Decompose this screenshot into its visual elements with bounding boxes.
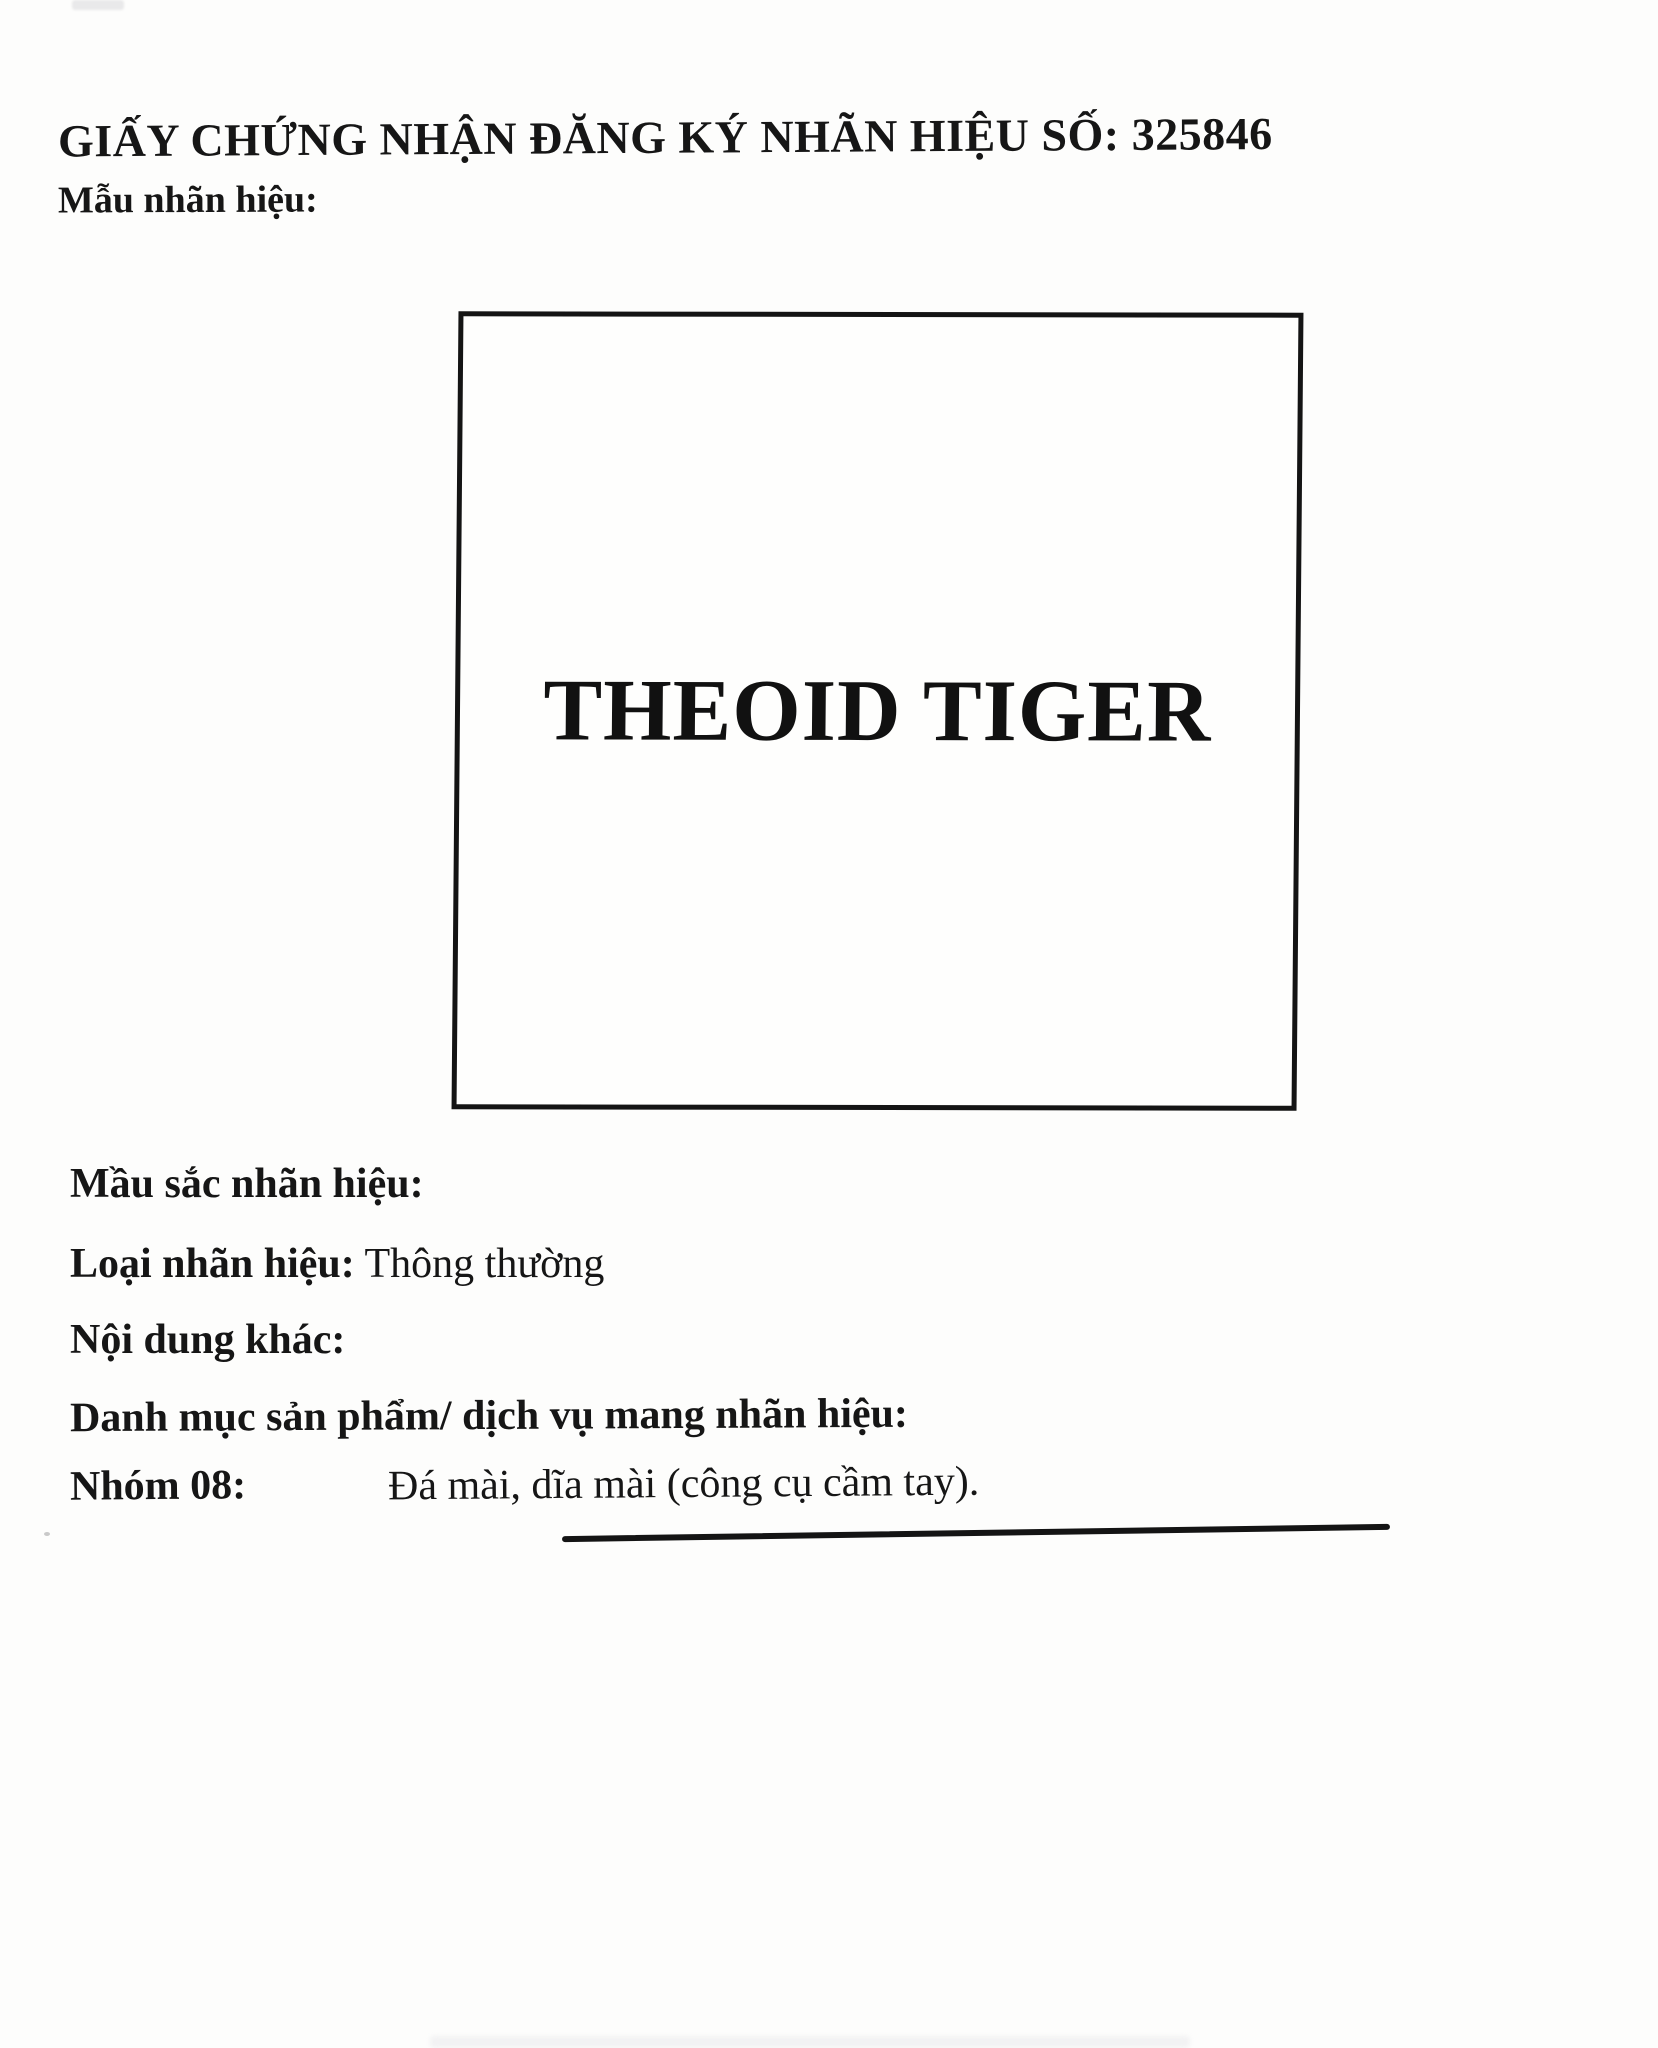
scan-artifact-speck [44, 1532, 50, 1536]
group-08-goods-list: Đá mài, dĩa mài (công cụ cầm tay). [387, 1458, 980, 1510]
trademark-colors-label: Mầu sắc nhãn hiệu: [70, 1161, 424, 1207]
trademark-type-label: Loại nhãn hiệu: [70, 1241, 355, 1287]
scan-artifact-top [72, 0, 124, 10]
certificate-title: GIẤY CHỨNG NHẬN ĐĂNG KÝ NHÃN HIỆU SỐ: 325846 [57, 108, 1273, 167]
trademark-image-box [452, 311, 1304, 1110]
field-group-08 [70, 1461, 247, 1511]
goods-services-heading-label: Danh mục sản phẩm/ dịch vụ mang nhãn hiệu: [69, 1390, 909, 1442]
field-trademark-colors [70, 1160, 424, 1208]
group-08-label: Nhóm 08: [69, 1462, 247, 1510]
scan-artifact-bottom [430, 2036, 1190, 2048]
trademark-text: THEOID TIGER [543, 661, 1212, 761]
trademark-type-value: Thông thường [364, 1241, 605, 1287]
field-goods-services-heading [70, 1390, 908, 1442]
signature-divider-line [562, 1524, 1390, 1542]
other-content-label: Nội dung khác: [70, 1317, 346, 1363]
field-trademark-type [70, 1240, 604, 1288]
field-other-content [70, 1316, 345, 1364]
trademark-sample-label: Mẫu nhãn hiệu: [57, 178, 318, 222]
